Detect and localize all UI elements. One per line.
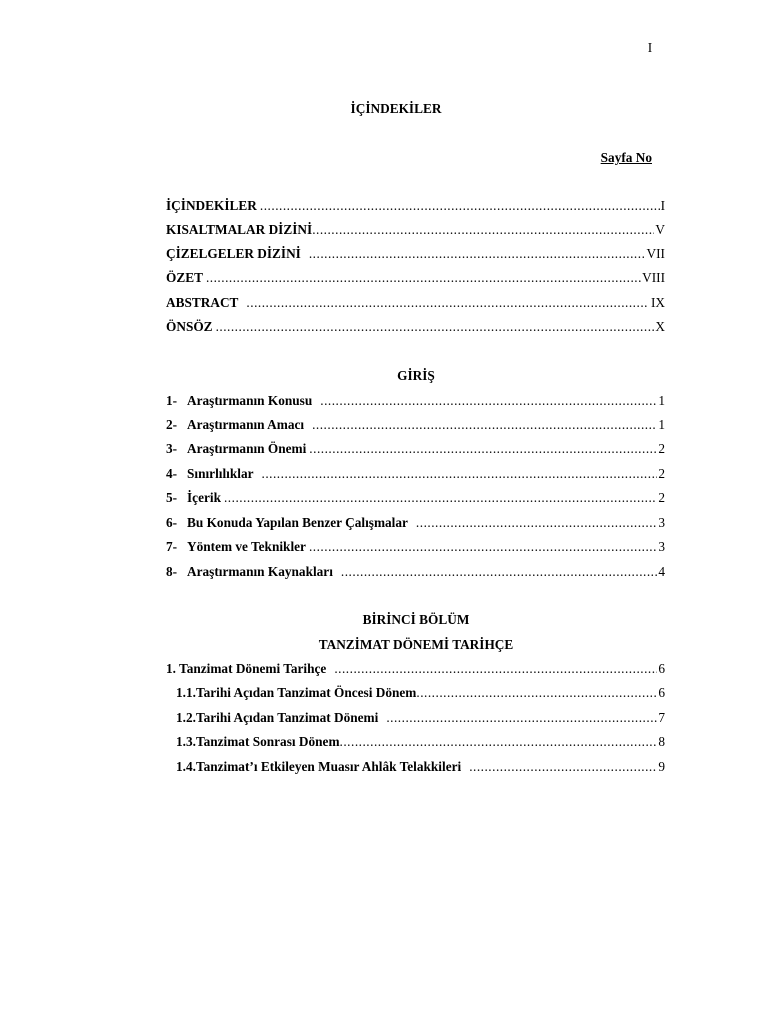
dot-leader: [416, 685, 657, 701]
toc-entry-number: 8-: [166, 564, 178, 579]
toc-title: İÇİNDEKİLER: [350, 101, 442, 116]
dot-leader: [224, 490, 657, 506]
toc-entry-number: 7-: [166, 539, 178, 554]
toc-entry: [166, 564, 665, 582]
toc-entry-label: İÇİNDEKİLER: [166, 198, 257, 213]
toc-entry: [166, 539, 665, 557]
toc-entry-label: Araştırmanın Önemi: [187, 441, 307, 456]
toc-entry-page: 7: [658, 710, 665, 725]
page-number: I: [647, 40, 653, 55]
toc-entry: [166, 222, 665, 240]
toc-entry-label: Bu Konuda Yapılan Benzer Çalışmalar: [187, 515, 408, 530]
toc-entry-number: 3-: [166, 441, 178, 456]
toc-entry-label: 1.4.Tanzimat’ı Etkileyen Muasır Ahlâk Telakkileri: [176, 759, 462, 774]
toc-entry: [166, 270, 665, 288]
toc-entry-page: IX: [650, 295, 665, 310]
page-number-column-label: Sayfa No: [600, 150, 652, 165]
dot-leader: [340, 734, 658, 750]
toc-entry-page: 1: [658, 417, 665, 432]
toc-entry-page: 4: [658, 564, 665, 579]
toc-entry: [166, 417, 665, 435]
dot-leader: [469, 759, 657, 775]
dot-leader: [386, 710, 657, 726]
toc-entry: [166, 661, 665, 679]
dot-leader: [309, 539, 657, 555]
toc-entry: [166, 198, 665, 216]
toc-entry-label: Sınırlılıklar: [187, 466, 254, 481]
dot-leader: [257, 466, 658, 482]
toc-entry: [166, 515, 665, 533]
toc-entry-page: 6: [658, 661, 665, 676]
toc-entry-label: İçerik: [187, 490, 221, 505]
dot-leader: [411, 515, 657, 531]
toc-entry-label: ÇİZELGELER DİZİNİ: [166, 246, 301, 261]
toc-entry-label: 1.1.Tarihi Açıdan Tanzimat Öncesi Dönem: [176, 685, 417, 700]
dot-leader: [260, 198, 660, 214]
toc-entry-page: 8: [658, 734, 665, 749]
toc-entry: [166, 393, 665, 411]
toc-entry-page: 3: [658, 515, 665, 530]
dot-leader: [312, 222, 654, 238]
section-heading-giris: GİRİŞ: [397, 368, 435, 383]
toc-entry-page: I: [660, 198, 665, 213]
toc-entry-page: 1: [658, 393, 665, 408]
dot-leader: [336, 564, 657, 580]
chapter-heading: BİRİNCİ BÖLÜM: [362, 612, 470, 627]
dot-leader: [309, 441, 657, 457]
toc-entry: [166, 441, 665, 459]
chapter-title: TANZİMAT DÖNEMİ TARİHÇE: [318, 637, 514, 652]
toc-entry-number: 1-: [166, 393, 178, 408]
toc-entry-label: Yöntem ve Teknikler: [187, 539, 306, 554]
dot-leader: [216, 319, 655, 335]
toc-entry-page: 2: [658, 441, 665, 456]
toc-entry-page: 3: [658, 539, 665, 554]
toc-entry-label: ÖZET: [166, 270, 203, 285]
toc-entry-page: X: [655, 319, 665, 334]
toc-entry-number: 2-: [166, 417, 178, 432]
toc-entry-page: 2: [658, 490, 665, 505]
dot-leader: [206, 270, 641, 286]
toc-entry-label: Araştırmanın Konusu: [187, 393, 313, 408]
toc-entry-label: ABSTRACT: [166, 295, 239, 310]
toc-entry: [176, 685, 665, 703]
toc-entry-page: 6: [658, 685, 665, 700]
toc-entry-label: Araştırmanın Amacı: [187, 417, 305, 432]
toc-entry: [166, 319, 665, 337]
toc-entry-number: 5-: [166, 490, 178, 505]
toc-entry-number: 6-: [166, 515, 178, 530]
toc-entry: [176, 734, 665, 752]
dot-leader: [246, 295, 648, 311]
toc-entry-number: 4-: [166, 466, 178, 481]
dot-leader: [309, 246, 644, 262]
toc-entry-label: 1.2.Tarihi Açıdan Tanzimat Dönemi: [176, 710, 379, 725]
toc-entry-label: KISALTMALAR DİZİNİ: [166, 222, 313, 237]
toc-entry-label: ÖNSÖZ: [166, 319, 213, 334]
dot-leader: [307, 417, 657, 433]
toc-entry-page: V: [655, 222, 665, 237]
toc-entry-label: 1. Tanzimat Dönemi Tarihçe: [166, 661, 327, 676]
toc-entry: [166, 246, 665, 264]
toc-entry-label: 1.3.Tanzimat Sonrası Dönem: [176, 734, 340, 749]
toc-entry: [166, 466, 665, 484]
toc-entry: [176, 759, 665, 777]
toc-entry: [166, 295, 665, 313]
toc-entry-page: VII: [646, 246, 665, 261]
toc-entry: [176, 710, 665, 728]
toc-entry-page: VIII: [642, 270, 665, 285]
toc-entry-label: Araştırmanın Kaynakları: [187, 564, 333, 579]
toc-entry: [166, 490, 665, 508]
toc-entry-page: 2: [658, 466, 665, 481]
dot-leader: [334, 661, 657, 677]
toc-entry-page: 9: [658, 759, 665, 774]
dot-leader: [315, 393, 657, 409]
